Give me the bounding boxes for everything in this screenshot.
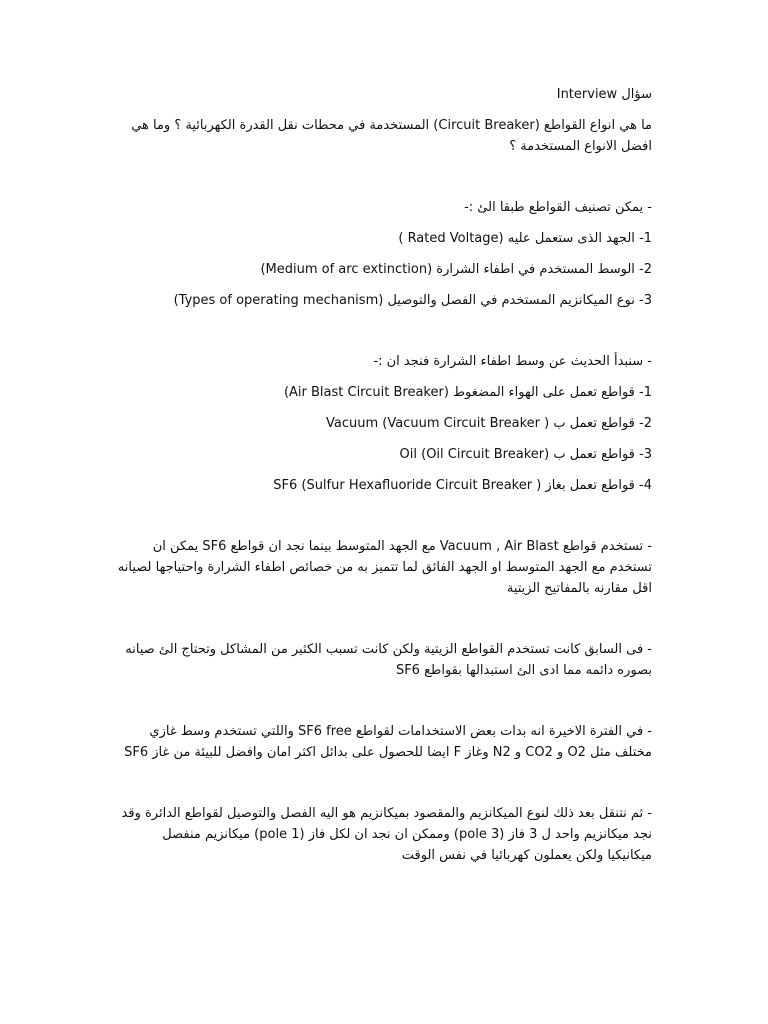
body-paragraph: - في الفترة الاخيرة انه بدات بعض الاستخدامات لقواطع SF6 free واللتي تستخدم وسط غازي مختلف مثل O2 و CO2 و N2 وغاز F ايضا للحصول على بدائل اكثر امان وافضل للبيئة من غاز SF6 — [124, 724, 652, 760]
classification-intro: - يمكن تصنيف القواطع طبقا الئ :- — [464, 200, 652, 215]
document-title: سؤال Interview — [556, 87, 652, 102]
medium-item: 3- قواطع تعمل ب Oil (Oil Circuit Breaker) — [399, 447, 652, 462]
medium-item: 2- قواطع تعمل ب Vacuum (Vacuum Circuit Breaker ) — [326, 416, 652, 431]
classification-item: 2- الوسط المستخدم في اطفاء الشرارة (Medium of arc extinction) — [260, 262, 652, 277]
spacer — [116, 691, 652, 721]
spacer — [116, 167, 652, 197]
question-text: ما هي انواع القواطع (Circuit Breaker) المستخدمة في محطات نقل القدرة الكهربائية ؟ وما هي افضل الانواع المستخدمة ؟ — [131, 118, 652, 154]
body-paragraph: - فى السابق كانت تستخدم القواطع الزيتية ولكن كانت تسبب الكثير من المشاكل وتحتاج الئ صيانه بصوره دائمه مما ادى الئ استبدالها بقواطع SF6 — [125, 642, 652, 678]
medium-item: 1- قواطع تعمل على الهواء المضغوط (Air Blast Circuit Breaker) — [283, 385, 652, 400]
spacer — [116, 609, 652, 639]
classification-item: 3- نوع الميكانزيم المستخدم في الفصل والتوصيل (Types of operating mechanism) — [173, 293, 652, 308]
medium-item: 4- قواطع تعمل بغاز SF6 (Sulfur Hexafluoride Circuit Breaker ) — [273, 478, 652, 493]
document-body — [116, 84, 652, 876]
classification-item: 1- الجهد الذى ستعمل عليه (Rated Voltage ) — [398, 231, 652, 246]
spacer — [116, 506, 652, 536]
body-paragraph: - ثم نتنقل بعد ذلك لنوع الميكانزيم والمقصود بميكانزيم هو اليه الفصل والتوصيل لقواطع الدائرة وقد نجد ميكانزيم واحد ل 3 فاز (3 pole) وممكن ان نجد ان لكل فاز (1 pole) ميكانزيم منفصل ميكانيكيا ولكن يعملون كهربائيا في نفس الوقت — [121, 806, 652, 863]
medium-intro: - سنبدأ الحديث عن وسط اطفاء الشرارة فنجد ان :- — [373, 354, 652, 369]
body-paragraph: - تستخدم قواطع Vacuum , Air Blast مع الجهد المتوسط بينما نجد ان قواطع SF6 يمكن ان تستخدم مع الجهد المتوسط او الجهد الفائق لما تتميز به من خصائص اطفاء الشرارة واحتياجها لصيانه اقل مقارنه بالمفاتيح الزيتية — [117, 539, 652, 596]
spacer — [116, 321, 652, 351]
spacer — [116, 773, 652, 803]
